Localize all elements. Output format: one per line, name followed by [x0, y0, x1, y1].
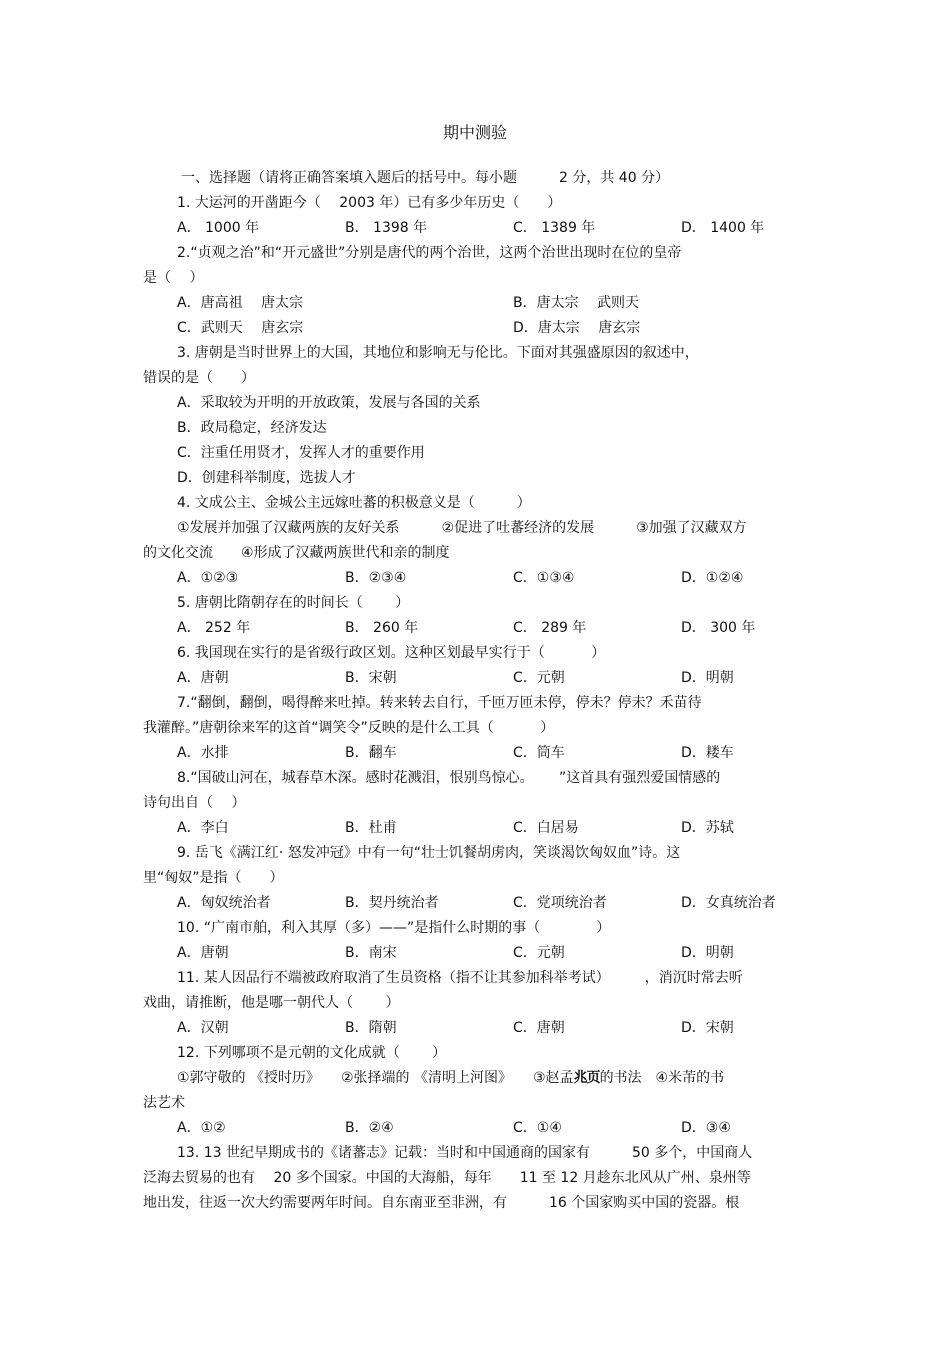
option-b: B．翻车: [345, 745, 397, 761]
question-5-stem: 5. 唐朝比隋朝存在的时间长（ ）: [177, 595, 410, 611]
option-a: A．唐朝: [177, 945, 229, 961]
option-a: A． 252 年: [177, 620, 251, 636]
option-b: B． 260 年: [345, 620, 419, 636]
option-c: C． 289 年: [513, 620, 587, 636]
question-11-cont: 戏曲，请推断，他是哪一朝代人（ ）: [143, 995, 400, 1011]
question-5-options: [143, 616, 803, 641]
question-4-options: [143, 566, 803, 591]
option-a: A．李白: [177, 820, 229, 836]
question-10-options: [143, 941, 803, 966]
option-c: C．注重任用贤才，发挥人才的重要作用: [177, 445, 425, 461]
option-d: D．创建科举制度，选拔人才: [177, 470, 356, 486]
question-7-cont: 我灌醉。”唐朝徐来军的这首“调笑令”反映的是什么工具（ ）: [143, 720, 555, 736]
option-b: B．南宋: [345, 945, 397, 961]
question-2-stem: 2.“贞观之治”和“开元盛世”分别是唐代的两个治世，这两个治世出现时在位的皇帝: [177, 245, 682, 261]
question-12-sub2: 法艺术: [143, 1095, 185, 1111]
option-d: D．女真统治者: [681, 895, 776, 911]
option-c: C．唐朝: [513, 1020, 565, 1036]
question-8-options: [143, 816, 803, 841]
option-d: D．明朝: [681, 945, 734, 961]
option-d: D．苏轼: [681, 820, 734, 836]
option-b: B．宋朝: [345, 670, 397, 686]
option-b: B．契丹统治者: [345, 895, 439, 911]
option-b: B．隋朝: [345, 1020, 397, 1036]
option-d: D．宋朝: [681, 1020, 734, 1036]
option-a: A．唐高祖 唐太宗: [177, 295, 304, 311]
option-b: B．②④: [345, 1120, 394, 1136]
question-12-seal-text: 兆页: [573, 1070, 600, 1086]
question-3-stem: 3. 唐朝是当时世界上的大国，其地位和影响无与伦比。下面对其强盛原因的叙述中，: [177, 345, 699, 361]
question-1-stem: 1. 大运河的开凿距今（ 2003 年）已有多少年历史（ ）: [177, 195, 562, 211]
question-2-options-row1: [143, 291, 803, 316]
option-c: C．党项统治者: [513, 895, 607, 911]
option-c: C．①④: [513, 1120, 562, 1136]
option-c: C． 1389 年: [513, 220, 596, 236]
option-a: A．汉朝: [177, 1020, 229, 1036]
option-b: B．政局稳定，经济发达: [177, 420, 327, 436]
exam-content: [143, 166, 803, 1216]
option-a: A． 1000 年: [177, 220, 260, 236]
option-c: C．武则天 唐玄宗: [177, 320, 304, 336]
question-12-sub1-part2: 的书法 ④米芾的书: [599, 1070, 725, 1086]
option-c: C．筒车: [513, 745, 565, 761]
question-12-stem: 12. 下列哪项不是元朝的文化成就（ ）: [177, 1045, 447, 1061]
question-4-sub2: 的文化交流 ④形成了汉藏两族世代和亲的制度: [143, 545, 450, 561]
option-c: C．白居易: [513, 820, 579, 836]
question-7-stem: 7.“翻倒，翻倒，喝得醉来吐掉。转来转去自行，千匝万匝未停，停未？停未？禾苗待: [177, 695, 702, 711]
option-b: B．②③④: [345, 570, 407, 586]
option-b: B．唐太宗 武则天: [513, 295, 640, 311]
option-c: C．元朝: [513, 670, 565, 686]
question-12-sub1-part1: ①郭守敬的 《授时历》 ②张择端的 《清明上河图》 ③赵孟: [177, 1070, 574, 1086]
option-a: A．匈奴统治者: [177, 895, 271, 911]
option-b: B．杜甫: [345, 820, 397, 836]
question-2-options-row2: [143, 316, 803, 341]
option-d: D．①②④: [681, 570, 744, 586]
option-d: D．③④: [681, 1120, 731, 1136]
question-12-sub1: [143, 1066, 803, 1091]
question-13-line3: 地出发，往返一次大约需要两年时间。自东南亚至非洲，有 16 个国家购买中国的瓷器。根: [143, 1195, 740, 1211]
question-2-cont: 是（ ）: [143, 270, 204, 286]
option-b: B． 1398 年: [345, 220, 428, 236]
question-8-cont: 诗句出自（ ）: [143, 795, 246, 811]
question-1-options: [143, 216, 803, 241]
option-a: A．水排: [177, 745, 229, 761]
option-d: D． 1400 年: [681, 220, 765, 236]
question-11-stem: 11. 某人因品行不端被政府取消了生员资格（指不让其参加科举考试） ，消沉时常去听: [177, 970, 743, 986]
option-c: C．元朝: [513, 945, 565, 961]
question-9-options: [143, 891, 803, 916]
question-6-options: [143, 666, 803, 691]
question-9-cont: 里“匈奴”是指（ ）: [143, 870, 284, 886]
question-10-stem: 10. “广南市舶，利入其厚（多）——”是指什么时期的事（ ）: [177, 920, 611, 936]
page-title: 期中测验: [442, 123, 507, 142]
question-7-options: [143, 741, 803, 766]
section-heading: 一、选择题（请将正确答案填入题后的括号中。每小题 2 分，共 40 分）: [181, 170, 670, 186]
option-a: A．采取较为开明的开放政策，发展与各国的关系: [177, 395, 481, 411]
question-13-line1: 13. 13 世纪早期成书的《诸蕃志》记载：当时和中国通商的国家有 50 多个，中国商人: [177, 1145, 753, 1161]
option-d: D．明朝: [681, 670, 734, 686]
question-4-stem: 4. 文成公主、金城公主远嫁吐蕃的积极意义是（ ）: [177, 495, 531, 511]
question-9-stem: 9. 岳飞《满江红· 怒发冲冠》中有一句“壮士饥餐胡虏肉，笑谈渴饮匈奴血”诗。这: [177, 845, 681, 861]
option-d: D．耧车: [681, 745, 734, 761]
question-13-line2: 泛海去贸易的也有 20 多个国家。中国的大海船，每年 11 至 12 月趁东北风从广州、泉州等: [143, 1170, 751, 1186]
option-d: D．唐太宗 唐玄宗: [513, 320, 641, 336]
question-8-stem: 8.“国破山河在，城春草木深。感时花溅泪，恨别鸟惊心。 ”这首具有强烈爱国情感的: [177, 770, 721, 786]
question-6-stem: 6. 我国现在实行的是省级行政区划。这种区划最早实行于（ ）: [177, 645, 606, 661]
option-d: D． 300 年: [681, 620, 756, 636]
option-a: A．①②③: [177, 570, 239, 586]
option-a: A．唐朝: [177, 670, 229, 686]
question-11-options: [143, 1016, 803, 1041]
question-4-sub1: ①发展并加强了汉藏两族的友好关系 ②促进了吐蕃经济的发展 ③加强了汉藏双方: [177, 520, 747, 536]
option-a: A．①②: [177, 1120, 226, 1136]
option-c: C．①③④: [513, 570, 575, 586]
question-12-options: [143, 1116, 803, 1141]
question-3-cont: 错误的是（ ）: [143, 370, 255, 386]
